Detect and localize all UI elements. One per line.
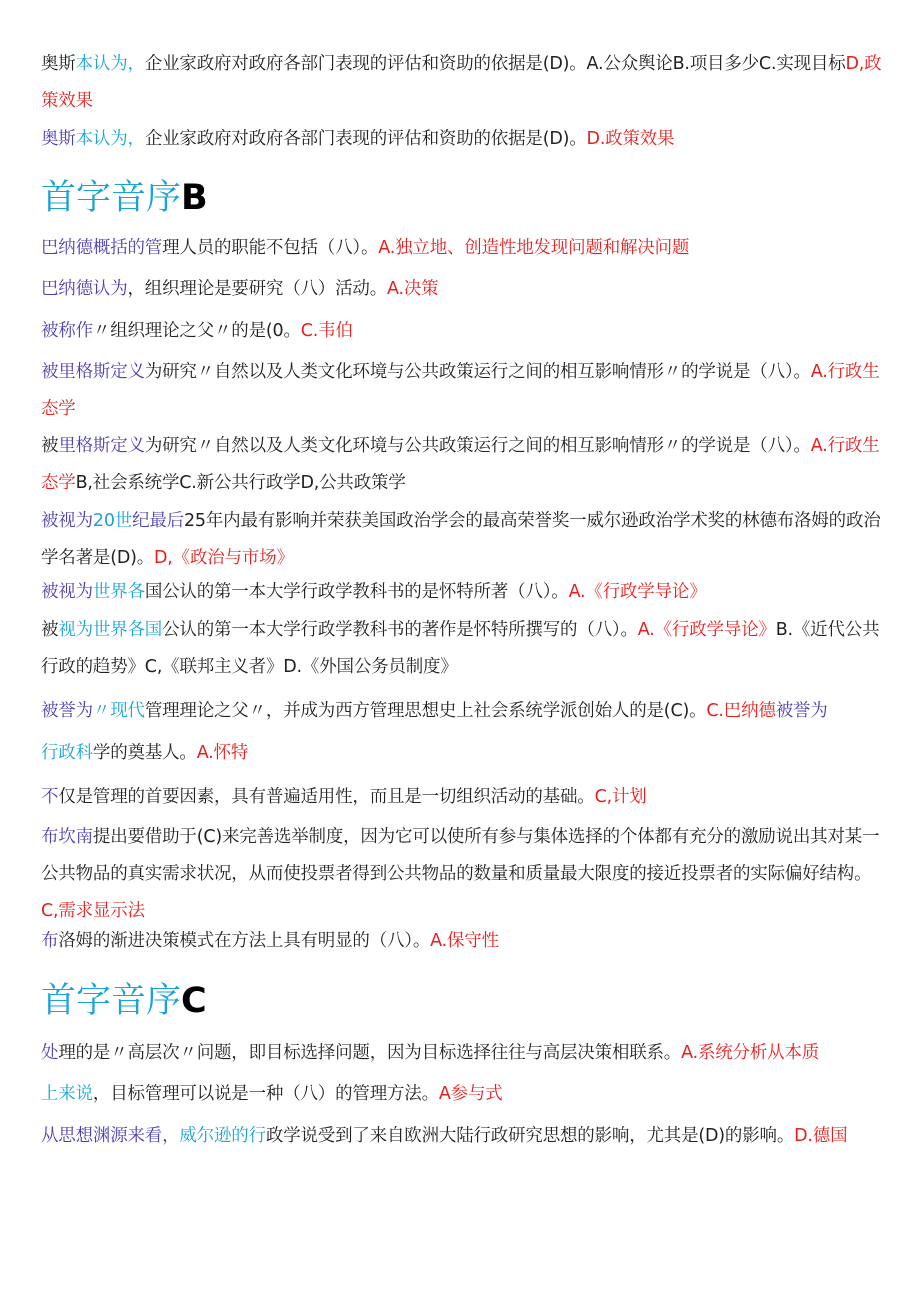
answer-text: C,计划 [594, 787, 647, 807]
entry-bernard-functions [41, 230, 883, 267]
entry-planning [41, 779, 883, 816]
question-text: 行政科 [41, 743, 93, 763]
entry-modern-management [41, 693, 883, 730]
question-text: 本认为， [75, 129, 145, 149]
entry-buchanan [41, 819, 883, 930]
question-text: 奥斯 [41, 54, 76, 74]
entry-aosiben-1 [41, 46, 883, 120]
question-text: ，目标管理可以说是一种（八）的管理方法。 [92, 1084, 439, 1104]
question-text: B.《近代公共行政的趋势》C,《联邦主义者》D.《外国公务员制度》 [41, 620, 880, 677]
question-text: 企业家政府对政府各部门表现的评估和资助的依据是(D)。 [144, 129, 587, 149]
entry-white-textbook-1 [41, 574, 883, 611]
question-text: 理人员的职能不包括（八）。 [162, 238, 379, 258]
answer-text: C.韦伯 [300, 321, 353, 341]
answer-text: A.保守性 [430, 931, 499, 951]
answer-text: C.巴纳德 [706, 701, 776, 721]
question-text: 被里格斯定义 [41, 362, 145, 382]
heading-prefix: 首字音序 [41, 178, 182, 218]
answer-text: A.系统分析从本质 [681, 1043, 820, 1063]
question-text: 被誉为 [775, 701, 828, 721]
answer-text: A.《行政学导论》 [568, 582, 707, 602]
question-text: 世界各 [92, 582, 145, 602]
question-text: 政学说受到了来自欧洲大陆行政研究思想的影响，尤其是(D)的影响。 [265, 1126, 795, 1146]
entry-wilson [41, 1118, 883, 1155]
answer-text: A.独立地、创造性地发现问题和解决问题 [378, 238, 690, 258]
answer-text: C,需求显示法 [41, 901, 145, 921]
question-text: 为研究〃自然以及人类文化环境与公共政策运行之间的相互影响情形〃的学说是（八）。 [144, 362, 811, 382]
question-text: 公认的第一本大学行政学教科书的著作是怀特所撰写的（八）。 [162, 620, 638, 640]
question-text: 威尔逊的行 [179, 1126, 266, 1146]
question-text: 布坎南 [41, 827, 93, 847]
question-text: 〃现代 [92, 701, 145, 721]
question-text: 被视为 [41, 582, 93, 602]
question-text: 巴纳德认为 [41, 279, 128, 299]
question-text: 从思想渊源来看， [41, 1126, 180, 1146]
question-text: 上来说 [41, 1084, 93, 1104]
entry-mbo [41, 1076, 883, 1113]
question-text: 被 [41, 436, 59, 456]
question-text: 奥斯 [41, 129, 76, 149]
question-text: 仅是管理的首要因素，具有普遍适用性，而且是一切组织活动的基础。 [58, 787, 595, 807]
answer-text: D,《政治与市场》 [154, 548, 294, 568]
entry-systems-analysis [41, 1035, 883, 1072]
entry-incremental [41, 923, 883, 960]
question-text: 视为世界各国 [58, 620, 163, 640]
answer-text: A.行政生态学 [41, 436, 880, 493]
section-heading-b [41, 176, 208, 220]
question-text: 20世 [92, 511, 133, 531]
answer-text: D.政策效果 [586, 129, 675, 149]
heading-letter: C [181, 981, 207, 1021]
heading-letter: B [181, 178, 208, 218]
question-text: 洛姆的渐进决策模式在方法上具有明显的（八）。 [58, 931, 431, 951]
question-text: 被称作 [41, 321, 93, 341]
answer-text: A参与式 [438, 1084, 503, 1104]
entry-white-textbook-2 [41, 612, 883, 686]
question-text: 为研究〃自然以及人类文化环境与公共政策运行之间的相互影响情形〃的学说是（八）。 [144, 436, 811, 456]
question-text: 管理理论之父〃，并成为西方管理思想史上社会系统学派创始人的是(C)。 [144, 701, 707, 721]
heading-prefix: 首字音序 [41, 981, 182, 1021]
question-text: 本认为， [75, 54, 145, 74]
question-text: 被 [41, 620, 59, 640]
answer-text: D.德国 [794, 1126, 848, 1146]
section-heading-c [41, 979, 207, 1023]
question-text: 不 [41, 787, 59, 807]
question-text: 被视为 [41, 511, 93, 531]
question-text: 巴纳德概括的管 [41, 238, 163, 258]
entry-riggs-ecology-2 [41, 428, 883, 502]
question-text: 被誉为 [41, 701, 93, 721]
entry-aosiben-2 [41, 121, 883, 158]
question-text: ，组织理论是要研究（八）活动。 [127, 279, 387, 299]
answer-text: D,政策效果 [41, 54, 882, 111]
question-text: 提出要借助于(C)来完善选举制度，因为它可以使所有参与集体选择的个体都有充分的激励说出其对某一公共物品的真实需求状况，从而使投票者得到公共物品的数量和质量最大限度的接近投票者的实际偏好结构。 [41, 827, 880, 884]
question-text: 处 [41, 1043, 59, 1063]
answer-text: A.决策 [387, 279, 439, 299]
answer-text: A.行政生态学 [41, 362, 880, 419]
answer-text: A.怀特 [196, 743, 249, 763]
entry-founder-admin-science [41, 735, 883, 772]
question-text: 企业家政府对政府各部门表现的评估和资助的依据是(D)。A.公众舆论B.项目多少C.实现目标 [144, 54, 846, 74]
question-text: 25年内最有影响并荣获美国政治学会的最高荣誉奖一威尔逊政治学术奖的林德布洛姆的政治学名著是(D)。 [41, 511, 881, 568]
entry-father-of-organization [41, 313, 883, 350]
question-text: 国公认的第一本大学行政学教科书的是怀特所著（八）。 [144, 582, 569, 602]
entry-lindblom [41, 503, 883, 577]
question-text: 布 [41, 931, 59, 951]
question-text: 〃组织理论之父〃的是(0。 [92, 321, 301, 341]
question-text: 里格斯定义 [58, 436, 145, 456]
answer-text: A.《行政学导论》 [637, 620, 776, 640]
question-text: 理的是〃高层次〃问题，即目标选择问题，因为目标选择往往与高层决策相联系。 [58, 1043, 682, 1063]
entry-riggs-ecology-1 [41, 354, 883, 428]
question-text: 纪最后 [132, 511, 184, 531]
entry-bernard-decision [41, 271, 883, 308]
question-text: 学的奠基人。 [92, 743, 197, 763]
question-text: B,社会系统学C.新公共行政学D,公共政策学 [75, 473, 406, 493]
